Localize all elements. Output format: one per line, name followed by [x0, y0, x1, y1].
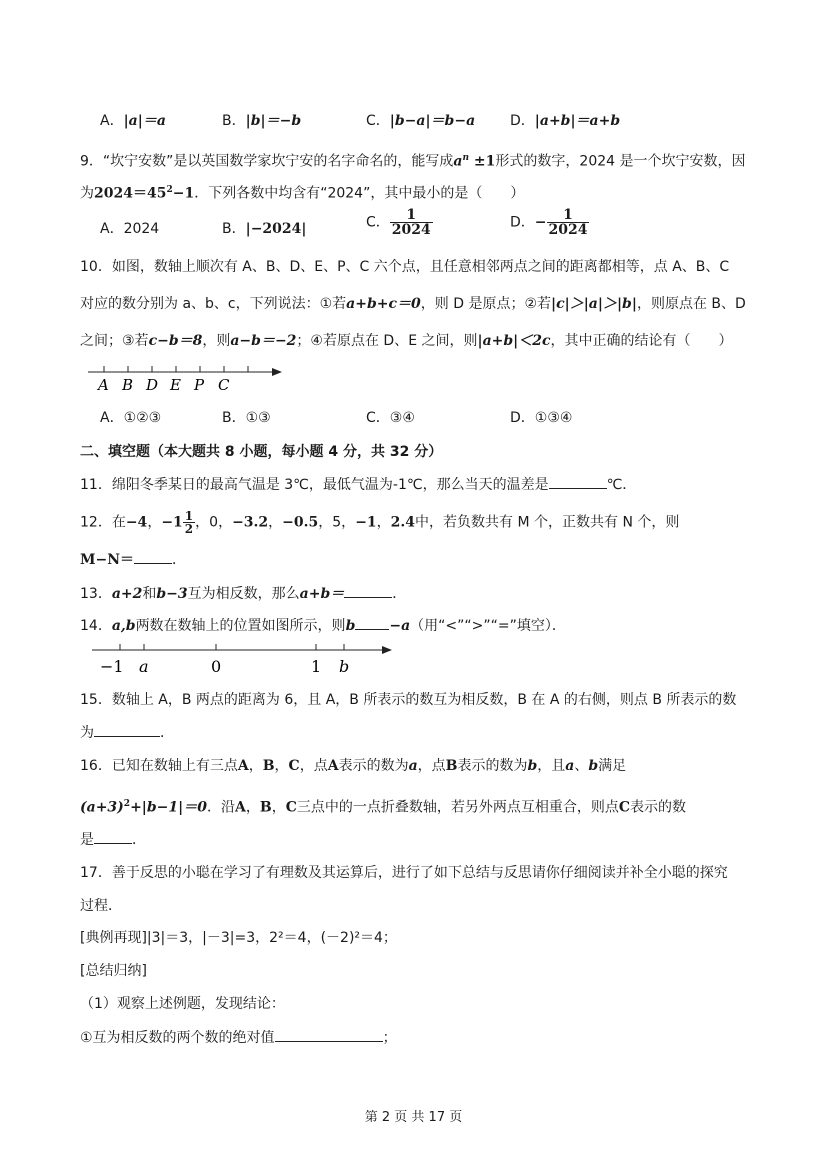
answer-blank[interactable] — [355, 615, 389, 630]
answer-blank[interactable] — [94, 722, 160, 737]
q14-expr: a,b — [111, 618, 136, 634]
option-label: A． — [100, 221, 124, 237]
q10-expr: |c|＞|a|＞|b| — [551, 296, 637, 312]
q16-point: B — [259, 799, 272, 816]
q8-option-d — [510, 111, 620, 131]
q14-expr: −a — [389, 618, 411, 634]
q12-number: −1 — [355, 514, 377, 531]
q11 — [80, 474, 636, 495]
q9-expr-tail: ±1 — [469, 153, 496, 170]
q10-text: 对应的数分别为 a、b、c，下列说法：①若 — [80, 296, 347, 312]
q12-text: 12．在 — [80, 514, 126, 531]
minus-sign: − — [534, 214, 547, 231]
q17-line3: [典例再现]|3|＝3，|－3|=3，2²＝4，(－2)²＝4； — [80, 930, 397, 946]
q16-line1: 16．已知在数轴上有三点A，B，C，点A表示的数为a，点B表示的数为b，且a、b满足 — [80, 758, 627, 774]
q10-option-b — [222, 408, 271, 428]
q14-text: 14． — [80, 618, 112, 634]
q9-line1 — [80, 148, 746, 172]
option-expr: |b|＝−b — [245, 113, 302, 129]
option-value: ①③④ — [534, 410, 573, 426]
point-label-c: C — [218, 376, 230, 394]
option-value: ①②③ — [123, 410, 162, 426]
q13-text: 13． — [80, 586, 112, 602]
q9-sup: n — [462, 153, 470, 163]
q14-number-line — [90, 640, 400, 682]
q9-line2 — [80, 180, 524, 204]
answer-blank[interactable] — [134, 549, 172, 564]
q16-line2: $(a+3)^2+|b-1|=0$．沿A，B，C三点中的一点折叠数轴，若另外两点互相重合，则点C表示的数 — [80, 799, 687, 816]
q12-text: 中，若负数共有 M 个，正数共有 N 个，则 — [415, 514, 680, 531]
point-label-p: P — [194, 376, 205, 394]
q12-number: −0.5 — [282, 514, 319, 531]
q14-expr: b — [345, 618, 356, 634]
q16-point: B — [262, 758, 275, 774]
option-label: C． — [366, 410, 390, 426]
q9-option-b — [222, 219, 307, 239]
answer-blank[interactable] — [549, 474, 607, 489]
q17-line1: 17．善于反思的小聪在学习了有理数及其运算后，进行了如下总结与反思请你仔细阅读并补全小聪的探究 — [80, 865, 728, 881]
q12-tail: ． — [172, 552, 187, 568]
answer-blank[interactable] — [94, 829, 132, 844]
q9-text-tail: ．下列各数中均含有“2024”，其中最小的是（ ） — [194, 185, 525, 202]
q14 — [80, 615, 566, 636]
q9-text: 为 — [80, 185, 94, 202]
q12-sep: ， — [268, 514, 283, 531]
q16-text: ，点 — [299, 758, 328, 774]
q16-point: C — [288, 758, 300, 774]
q9-option-c — [366, 208, 433, 237]
q16-text: 、 — [574, 758, 589, 774]
q16-expr: +|b−1|＝0 — [130, 799, 207, 816]
q16-text: 表示的数为 — [338, 758, 409, 774]
q10-line2 — [80, 294, 746, 314]
option-label: D． — [510, 113, 535, 129]
q16-var: b — [588, 758, 599, 774]
q14-text: （用“<”“>”“=”填空）． — [410, 618, 566, 634]
option-label: C． — [366, 214, 390, 231]
option-label: D． — [510, 214, 535, 231]
q13-text: 和 — [142, 586, 157, 602]
q16-sup: 2 — [123, 799, 131, 809]
q16-text: 表示的数 — [630, 799, 687, 816]
q11-tail: ℃． — [606, 477, 637, 493]
q16-point: C — [618, 799, 631, 816]
q12-expr: M−N＝ — [80, 552, 135, 568]
q12-number: −3.2 — [232, 514, 269, 531]
q16-text: ，且 — [537, 758, 566, 774]
q16-text: ，点 — [417, 758, 446, 774]
option-expr: |a|＝a — [123, 113, 166, 129]
q16-point: B — [445, 758, 458, 774]
q13-expr: a+2 — [111, 586, 143, 602]
q16-text: 16．已知在数轴上有三点 — [80, 758, 238, 774]
point-label-b: B — [122, 376, 134, 394]
q12-sep: ， — [376, 514, 391, 531]
q16-point: A — [237, 758, 249, 774]
q12-text: ，5， — [318, 514, 356, 531]
option-label: C． — [366, 113, 390, 129]
option-value: ③④ — [389, 410, 415, 426]
numerator: 1 — [184, 509, 194, 523]
q10-option-a — [100, 408, 161, 428]
page-footer: 第 2 页 共 17 页 — [364, 1110, 463, 1125]
q16-point: A — [234, 799, 246, 816]
q10-expr: a+b+c＝0 — [346, 296, 421, 312]
q10-number-line — [86, 360, 286, 396]
q17-line6 — [80, 1027, 397, 1048]
q10-line3 — [80, 331, 733, 351]
q16-var: a — [408, 758, 418, 774]
tick-label-neg1: −1 — [100, 657, 124, 676]
q15-text: 为 — [80, 725, 94, 741]
q8-option-b — [222, 111, 301, 131]
option-label: B． — [222, 410, 246, 426]
q13-expr: a+b＝ — [299, 586, 345, 602]
option-label: B． — [222, 113, 246, 129]
q13 — [80, 583, 406, 604]
q16-text: 是 — [80, 832, 94, 848]
q9-text-tail: 形式的数字，2024 是一个坎宁安数，因 — [495, 153, 746, 170]
numerator: 1 — [390, 208, 433, 223]
option-label: D． — [510, 410, 535, 426]
q17-text: ①互为相反数的两个数的绝对值 — [80, 1030, 275, 1046]
q15-line1 — [80, 690, 736, 710]
q9-expr-tail: −1 — [172, 185, 195, 202]
q17-tail: ； — [382, 1030, 397, 1046]
q16-text: 三点中的一点折叠数轴，若另外两点互相重合，则点 — [296, 799, 619, 816]
q17-line4: [总结归纳] — [80, 963, 147, 979]
q10-option-d — [510, 408, 572, 428]
q10-text: 10．如图，数轴上顺次有 A、B、D、E、P、C 六个点，且任意相邻两点之间的距离都相等，点 A、B、C — [80, 259, 730, 275]
q8-option-c — [366, 111, 475, 131]
q17-line5: （1）观察上述例题，发现结论： — [80, 996, 285, 1012]
q9-option-d — [510, 208, 589, 237]
q12-number: 2.4 — [390, 514, 416, 531]
q16-text: 表示的数为 — [457, 758, 528, 774]
q12-sep: ， — [147, 514, 162, 531]
denominator: 2024 — [391, 222, 431, 238]
q16-text: ．沿 — [206, 799, 235, 816]
q14-text: 两数在数轴上的位置如图所示，则 — [135, 618, 346, 634]
q10-text: ，则原点在 B、D — [636, 296, 746, 312]
tick-label-b: b — [339, 657, 350, 676]
q16-var: b — [527, 758, 538, 774]
q10-expr: |a+b|＜2c — [477, 333, 551, 349]
fraction — [547, 208, 590, 237]
q9-sup: 2 — [166, 185, 173, 195]
q16-point: A — [327, 758, 339, 774]
option-value: 2024 — [123, 221, 160, 237]
q12-mixed-whole: −1 — [161, 514, 183, 531]
q15-line2 — [80, 722, 174, 743]
tick-label-1: 1 — [311, 657, 322, 676]
axis-arrow — [382, 646, 392, 654]
q16-tail: ． — [132, 832, 146, 848]
fraction — [183, 510, 195, 535]
fraction — [390, 208, 433, 237]
q11-text: 11．绵阳冬季某日的最高气温是 3℃，最低气温为-1℃，那么当天的温差是 — [80, 477, 549, 493]
q17-line2: 过程． — [80, 898, 122, 914]
q12-line1 — [80, 510, 679, 540]
q10-expr: a−b＝−2 — [230, 333, 297, 349]
q13-tail: ． — [392, 586, 407, 602]
q8-option-a — [100, 111, 166, 131]
q9-text: 9．“坎宁安数”是以英国数学家坎宁安的名字命名的，能写成 — [80, 153, 454, 170]
option-expr: |a+b|＝a+b — [534, 113, 621, 129]
section-title: 二、填空题（本大题共 8 小题，每小题 4 分，共 32 分） — [80, 444, 443, 460]
q10-expr: c−b＝8 — [148, 333, 203, 349]
q10-text: ；④若原点在 D、E 之间，则 — [296, 333, 478, 349]
q10-option-c — [366, 408, 415, 428]
q13-text: 互为相反数，那么 — [187, 586, 300, 602]
option-value: ①③ — [245, 410, 271, 426]
q16-var: a — [565, 758, 575, 774]
q9-option-a — [100, 219, 159, 239]
q16-line3 — [80, 829, 146, 850]
q15-text: 15．数轴上 A，B 两点的距离为 6，且 A，B 所表示的数互为相反数，B 在 A 的右侧，则点 B 所表示的数 — [80, 692, 737, 708]
tick-label-0: 0 — [211, 657, 222, 676]
q10-text: ，其中正确的结论有（ ） — [550, 333, 733, 349]
axis-ticks — [104, 366, 248, 372]
q10-line1 — [80, 257, 729, 277]
option-expr: |b−a|＝b−a — [389, 113, 476, 129]
point-label-a: A — [98, 376, 109, 394]
answer-blank[interactable] — [275, 1027, 383, 1042]
q10-text: ，则 D 是原点；②若 — [420, 296, 551, 312]
q12-number: −4 — [125, 514, 148, 531]
option-value: |−2024| — [245, 221, 307, 237]
q12-line2 — [80, 549, 186, 570]
option-label: A． — [100, 113, 124, 129]
option-label: B． — [222, 221, 246, 237]
q10-text: 之间；③若 — [80, 333, 149, 349]
q16-point: C — [285, 799, 297, 816]
numerator: 1 — [547, 208, 590, 223]
option-label: A． — [100, 410, 124, 426]
axis-arrow — [272, 368, 282, 376]
point-label-d: D — [146, 376, 159, 394]
denominator: 2 — [184, 522, 194, 536]
q13-expr: b−3 — [156, 586, 188, 602]
q12-text: ，0， — [195, 514, 233, 531]
q9-expr: 2024＝45 — [94, 185, 167, 202]
q16-text: 满足 — [598, 758, 627, 774]
point-label-e: E — [170, 376, 181, 394]
q9-expr: a — [453, 153, 463, 170]
q15-tail: ． — [160, 725, 174, 741]
denominator: 2024 — [548, 222, 588, 238]
tick-label-a: a — [139, 657, 149, 676]
answer-blank[interactable] — [344, 583, 392, 598]
q10-text: ，则 — [202, 333, 231, 349]
q16-expr: (a+3) — [80, 799, 124, 816]
